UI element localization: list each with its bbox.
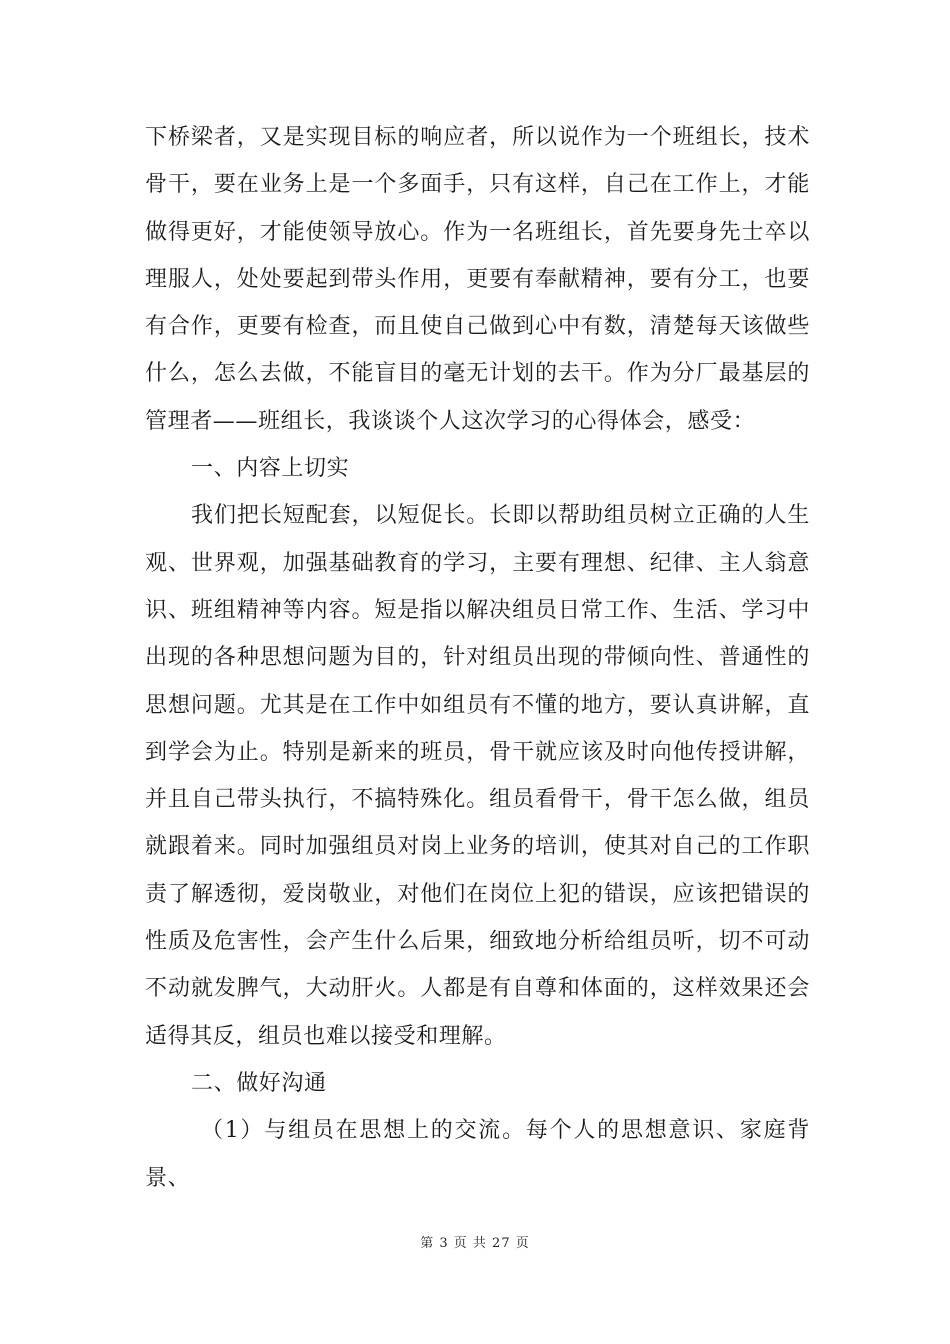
document-body bbox=[145, 114, 810, 1202]
section-heading-1: 一、内容上切实 bbox=[191, 456, 350, 482]
paragraph-subsection-1: （1）与组员在思想上的交流。每个人的思想意识、家庭背景、 bbox=[145, 1118, 810, 1191]
paragraph-section-1: 我们把长短配套，以短促长。长即以帮助组员树立正确的人生观、世界观，加强基础教育的学习，主要有理想、纪律、主人翁意识、班组精神等内容。短是指以解决组员日常工作、生活、学习中出现的各种思想问题为目的，针对组员出现的带倾向性、普通性的思想问题。尤其是在工作中如组员有不懂的地方，要认真讲解，直到学会为止。特别是新来的班员，骨干就应该及时向他传授讲解，并且自己带头执行，不搞特殊化。组员看骨干，骨干怎么做，组员就跟着来。同时加强组员对岗上业务的培训，使其对自己的工作职责了解透彻，爱岗敬业，对他们在岗位上犯的错误，应该把错误的性质及危害性，会产生什么后果，细致地分析给组员听，切不可动不动就发脾气，大动肝火。人都是有自尊和体面的，这样效果还会适得其反，组员也难以接受和理解。 bbox=[145, 503, 810, 1049]
paragraph-intro: 下桥梁者，又是实现目标的响应者，所以说作为一个班组长，技术骨干，要在业务上是一个多面手，只有这样，自己在工作上，才能做得更好，才能使领导放心。作为一名班组长，首先要身先士卒以理服人，处处要起到带头作用，更要有奉献精神，要有分工，也要有合作，更要有检查，而且使自己做到心中有数，清楚每天该做些什么，怎么去做，不能盲目的毫无计划的去干。作为分厂最基层的管理者——班组长，我谈谈个人这次学习的心得体会，感受： bbox=[145, 125, 810, 434]
page-footer: 第 3 页 共 27 页 bbox=[420, 1236, 530, 1251]
section-heading-2: 二、做好沟通 bbox=[191, 1070, 327, 1096]
